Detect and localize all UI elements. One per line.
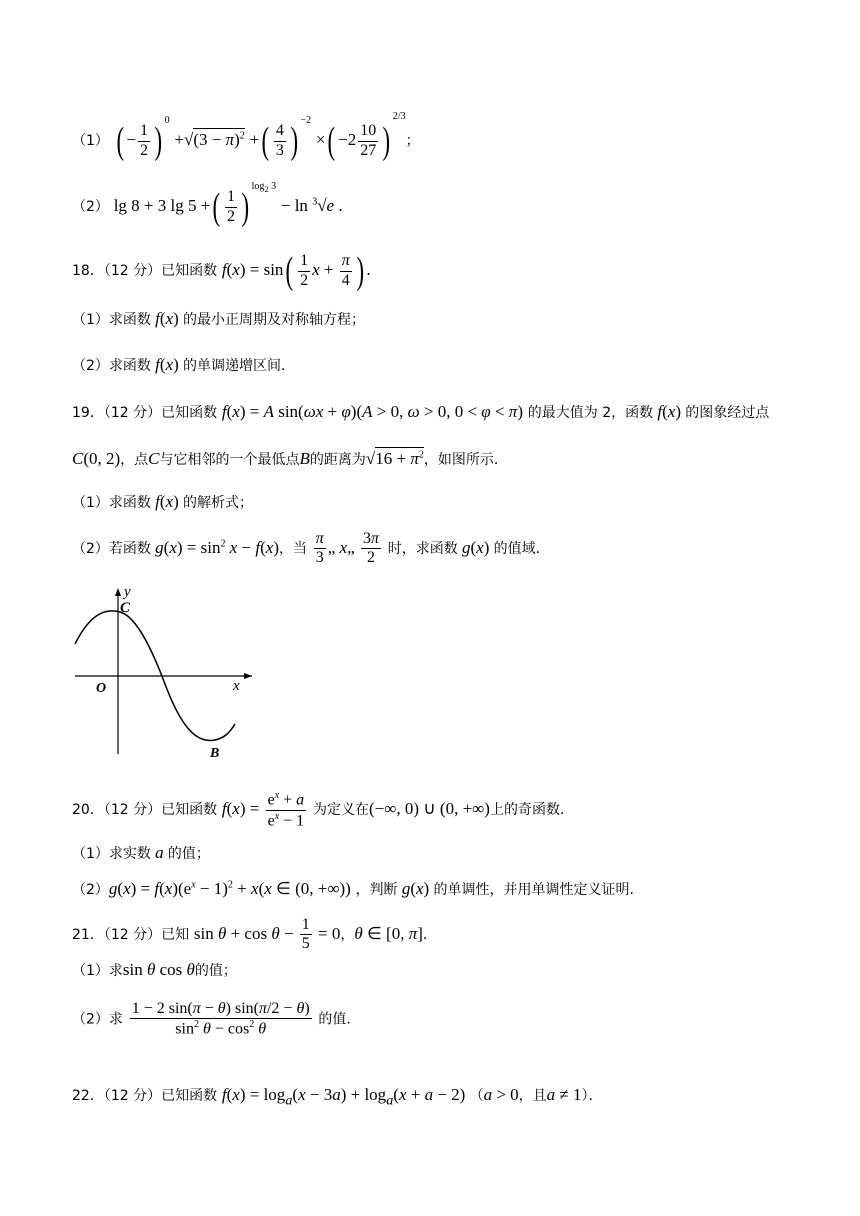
q20-part2-text: （2） [72, 882, 109, 898]
q19-stem-line2: C(0, 2)，点C与它相邻的一个最低点B的距离为$√16 + \pi^2$，如图所示． [72, 449, 508, 468]
q19-part2-text: （2）若函数 [72, 540, 151, 557]
point-b-label: B [210, 746, 220, 761]
q19-part1-text: （1）求函数 [72, 495, 151, 511]
q19-part2: （2）若函数 $g(x) = \sin^2 x - f(x)$，当 $\frac{\pi}{3}$ „ x„ $\frac{3\pi}{2}$ 时，求函数 g(x) 的值域． [72, 530, 550, 567]
q19-part1-tail: 的解析式； [183, 495, 254, 511]
x-label: x [233, 678, 240, 694]
q21-part1-text: （1）求 [72, 963, 123, 979]
q18-stem: 18．（12 分）已知函数 f(x) = sin( $\frac{1}{2}$ x + $\frac{\pi}{4}$ ) . [72, 250, 371, 292]
q21-part1-tail: 的值； [194, 963, 237, 979]
x-axis-arrow [244, 673, 252, 679]
q21-part2-tail: 的值． [318, 1011, 361, 1028]
point-c-label: C [120, 600, 131, 616]
origin-label: O [96, 681, 107, 696]
q22-cond-mid: ，且 [518, 1088, 547, 1104]
q18-part2-tail: 的单调递增区间． [183, 358, 296, 374]
q21-part2-text: （2）求 [72, 1011, 123, 1028]
q19-mid: 的最大值为 2，函数 [527, 405, 654, 421]
q19-head: 19．（12 分）已知函数 [72, 405, 218, 421]
q20-part2-mid: ，判断 [355, 882, 398, 898]
q21-stem: 21．（12 分）已知 sin θ + cos θ − $\frac{1}{5}$ = 0，θ ∈ [0, π]． [72, 916, 437, 953]
y-axis-arrow [115, 588, 121, 596]
q19-l2d: ，如图所示． [423, 452, 508, 468]
q17-part1: （1） ( − $\frac{1}{2}$ ) $^0 +√(3 - \pi)^2$ +( $\frac{4}{3}$ ) $^{-2}$ ×( −2 $\frac{10}{27}$ )$^{2/3}$； [72, 111, 420, 162]
sine-graph-figure [70, 584, 260, 764]
q18-part1-tail: 的最小正周期及对称轴方程； [183, 312, 366, 328]
q17-part2-label: （2） [72, 199, 109, 215]
q19-part2-mid2: 时，求函数 [387, 540, 458, 557]
q20-tail: 上的奇函数． [489, 802, 574, 819]
q18-head: 18．（12 分）已知函数 [72, 263, 218, 279]
q21-end: ． [422, 926, 437, 943]
q20-part1: （1）求实数 a 的值； [72, 843, 210, 862]
q21-mid: ， [340, 926, 355, 943]
q19-l2c: 的距离为 [309, 452, 366, 468]
q20-part2-tail: 的单调性，并用单调性定义证明． [433, 882, 644, 898]
q20-stem: 20．（12 分）已知函数 f(x) = $\frac{e^x + a}{e^x - 1}$ 为定义在(−∞, 0) ∪ (0, +∞)上的奇函数． [72, 790, 574, 830]
q18-part1-text: （1）求函数 [72, 312, 151, 328]
q20-head: 20．（12 分）已知函数 [72, 802, 218, 819]
q20-part1-tail: 的值； [167, 846, 210, 862]
q20-part1-text: （1）求实数 [72, 846, 151, 862]
q22-stem: 22．（12 分）已知函数 $f(x) = \log_a(x - 3a) + \log_a(x + a - 2) (a > 0$，且a ≠ 1）． [72, 1085, 603, 1109]
q20-part2: $(2)g(x) = f(x)(e^x - 1)^2 + x(x$ ∈ (0, +∞)) ，判断 g(x) 的单调性，并用单调性定义证明． [72, 879, 644, 898]
q18-part1: （1）求函数 f(x) 的最小正周期及对称轴方程； [72, 309, 366, 328]
q22-tail: （ [469, 1088, 484, 1104]
q19-part1: （1）求函数 f(x) 的解析式； [72, 492, 254, 511]
y-label: y [124, 584, 131, 600]
q17-part1-label: （1） [72, 133, 109, 149]
q19-l2b: 与它相邻的一个最低点 [159, 452, 300, 468]
q19-part2-mid: ，当 [279, 540, 307, 557]
q22-head: 22．（12 分）已知函数 [72, 1088, 218, 1104]
q18-part2-text: （2）求函数 [72, 358, 151, 374]
q22-cond-end: ）． [581, 1088, 603, 1104]
q19-l2a: ，点 [120, 452, 149, 468]
q19-stem: 19．（12 分）已知函数 f(x) = A sin(ωx + φ)(A > 0, ω > 0, 0 < φ < π) 的最大值为 2，函数 f(x) 的图象经过点 [72, 402, 770, 421]
q20-mid: 为定义在 [312, 802, 369, 819]
q19-part2-tail: 的值域． [493, 540, 550, 557]
q21-head: 21．（12 分）已知 [72, 926, 190, 943]
q21-part2: （2）求 $\frac{1 - 2 \sin(\pi - \theta) \sin(\pi/2 - \theta)}{\sin^2 \theta - \cos^2 \theta}$ 的值． [72, 1000, 361, 1038]
q21-part1: （1）求sin θ cos θ的值； [72, 960, 237, 979]
q17-part2: （2） lg 8 + 3 lg 5 +( $\frac{1}{2}$ ) $^{log_2 3}$ − ln $^3$√e . [72, 181, 343, 228]
q19-tail: 的图象经过点 [685, 405, 770, 421]
q18-part2: （2）求函数 f(x) 的单调递增区间． [72, 355, 296, 374]
